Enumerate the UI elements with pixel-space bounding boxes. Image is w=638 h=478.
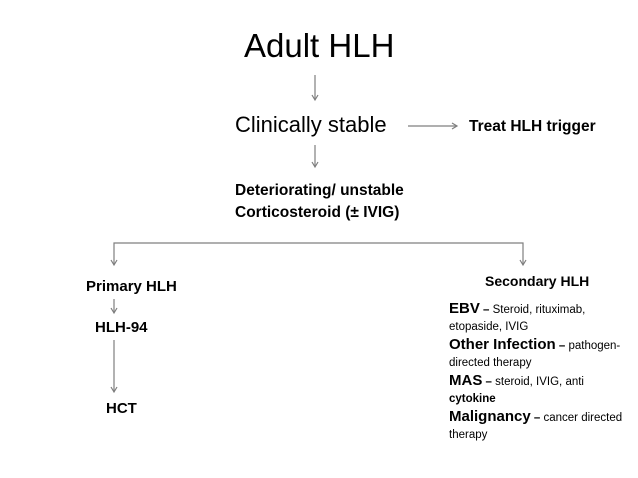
node-hlh-94: HLH-94 bbox=[95, 319, 148, 336]
node-treat-hlh-trigger: Treat HLH trigger bbox=[469, 118, 596, 135]
diagram-title: Adult HLH bbox=[244, 27, 395, 64]
node-secondary-hlh: Secondary HLH bbox=[485, 273, 590, 289]
cause-malignancy: Malignancy – cancer directed therapy bbox=[449, 408, 623, 441]
node-primary-hlh: Primary HLH bbox=[86, 278, 177, 295]
secondary-causes-list bbox=[449, 300, 634, 444]
node-clinically-stable: Clinically stable bbox=[235, 112, 387, 137]
cause-other-infection: Other Infection – pathogen-directed therapy bbox=[449, 336, 621, 369]
node-deteriorating bbox=[235, 180, 404, 224]
cause-ebv: EBV – Steroid, rituximab, etopaside, IVIG bbox=[449, 300, 586, 333]
deteriorating-label: Deteriorating/ unstable bbox=[235, 182, 404, 199]
corticosteroid-label: Corticosteroid (± IVIG) bbox=[235, 204, 400, 221]
branch-connector bbox=[114, 243, 523, 265]
cause-mas: MAS – steroid, IVIG, anti cytokine bbox=[449, 372, 584, 405]
node-hct: HCT bbox=[106, 400, 137, 417]
